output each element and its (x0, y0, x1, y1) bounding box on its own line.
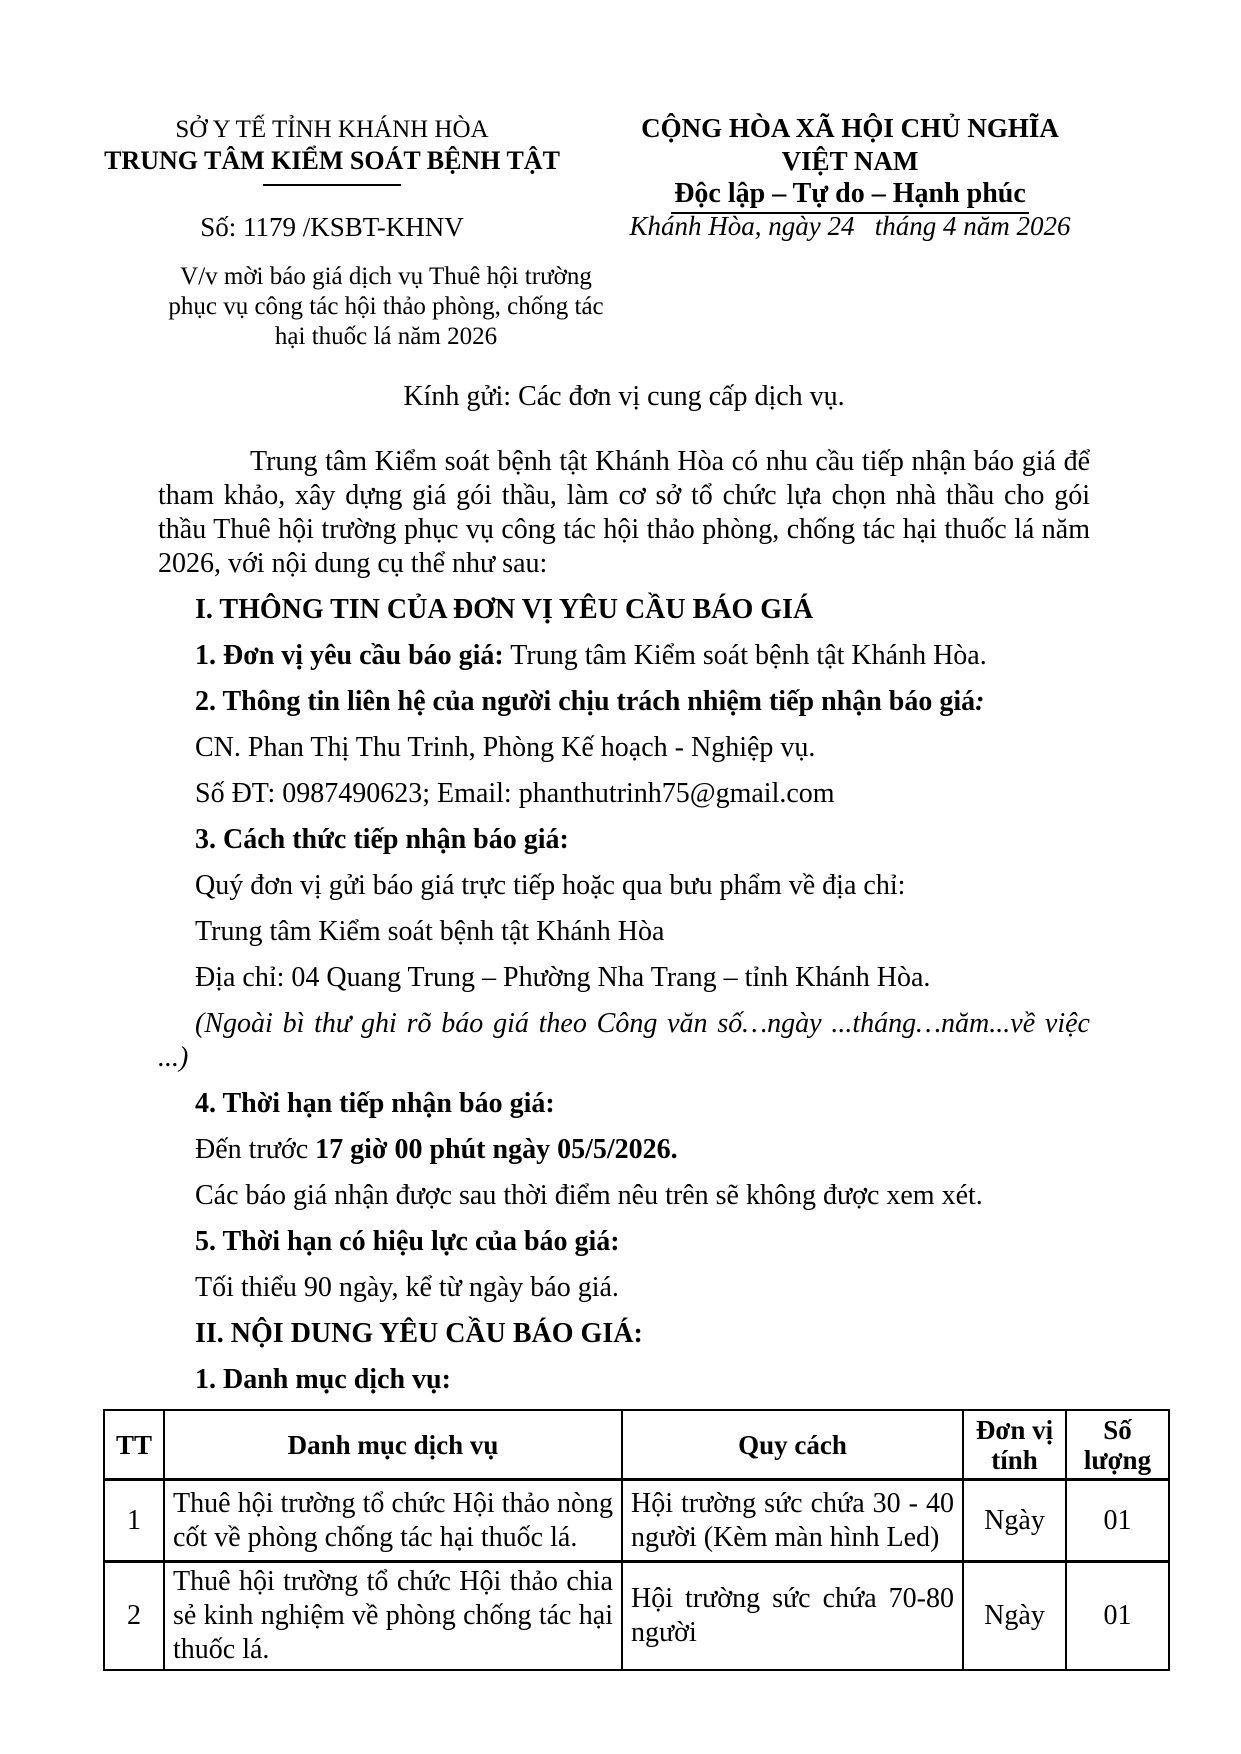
row2-unit: Ngày (963, 1562, 1066, 1671)
row1-item: Thuê hội trường tổ chức Hội thảo nòng cốt về phòng chống tác hại thuốc lá. (164, 1480, 622, 1562)
table-header-row (104, 1410, 1169, 1480)
row1-qty: 01 (1066, 1480, 1169, 1562)
row2-tt: 2 (104, 1562, 164, 1671)
envelope-note: (Ngoài bì thư ghi rõ báo giá theo Công văn số…ngày ...tháng…năm...về việc ...) (158, 1008, 1090, 1073)
table-row (104, 1480, 1169, 1562)
item1-value: Trung tâm Kiểm soát bệnh tật Khánh Hòa. (503, 640, 987, 671)
item1-line (158, 639, 1090, 673)
national-title: CỘNG HÒA XÃ HỘI CHỦ NGHĨA VIỆT NAM (641, 113, 1059, 176)
national-motto-wrap (620, 178, 1080, 214)
document-body (158, 380, 1090, 1397)
org-parent-name: SỞ Y TẾ TỈNH KHÁNH HÒA (175, 116, 489, 143)
issuing-org-block (92, 114, 572, 186)
salutation: Kính gửi: Các đơn vị cung cấp dịch vụ. (403, 381, 845, 412)
national-header-block (620, 112, 1080, 214)
delivery-method-line: Quý đơn vị gửi báo giá trực tiếp hoặc qua bưu phẩm về địa chỉ: (195, 870, 906, 901)
org-name: TRUNG TÂM KIỂM SOÁT BỆNH TẬT (104, 146, 560, 175)
deadline-prefix: Đến trước (195, 1134, 316, 1165)
service-list-subtitle: 1. Danh mục dịch vụ: (195, 1364, 451, 1395)
document-header (0, 0, 1241, 350)
row2-item: Thuê hội trường tổ chức Hội thảo chia sẻ kinh nghiệm về phòng chống tác hại thuốc lá. (164, 1562, 622, 1671)
contact-name-line: CN. Phan Thị Thu Trinh, Phòng Kế hoạch - Nghiệp vụ. (195, 732, 816, 763)
col-header-spec: Quy cách (622, 1410, 963, 1480)
col-header-item: Danh mục dịch vụ (164, 1410, 622, 1480)
col-header-qty: Số lượng (1066, 1410, 1169, 1480)
item2-label: 2. Thông tin liên hệ của người chịu trách nhiệm tiếp nhận báo giá (195, 686, 976, 717)
document-subject: V/v mời báo giá dịch vụ Thuê hội trường phục vụ công tác hội thảo phòng, chống tác hại thuốc lá năm 2026 (168, 263, 604, 350)
deadline-note: Các báo giá nhận được sau thời điểm nêu trên sẽ không được xem xét. (195, 1180, 983, 1211)
deadline-line (158, 1133, 1090, 1167)
item5-label: 5. Thời hạn có hiệu lực của báo giá: (195, 1226, 620, 1257)
delivery-org-line: Trung tâm Kiểm soát bệnh tật Khánh Hòa (195, 916, 665, 947)
validity-line: Tối thiểu 90 ngày, kể từ ngày báo giá. (195, 1272, 619, 1303)
row1-tt: 1 (104, 1480, 164, 1562)
org-underline (263, 184, 401, 186)
national-motto: Độc lập – Tự do – Hạnh phúc (671, 178, 1029, 214)
place-date-line: Khánh Hòa, ngày 24 tháng 4 năm 2026 (629, 211, 1071, 241)
section2-title: II. NỘI DUNG YÊU CẦU BÁO GIÁ: (195, 1318, 643, 1349)
item2-line (158, 685, 1090, 719)
deadline-datetime: 17 giờ 00 phút ngày 05/5/2026. (315, 1134, 678, 1165)
delivery-address-line: Địa chỉ: 04 Quang Trung – Phường Nha Trang – tỉnh Khánh Hòa. (195, 962, 931, 993)
col-header-tt: TT (104, 1410, 164, 1480)
section1-title: I. THÔNG TIN CỦA ĐƠN VỊ YÊU CẦU BÁO GIÁ (195, 594, 814, 625)
item3-label: 3. Cách thức tiếp nhận báo giá: (195, 824, 569, 855)
item2-colon: : (975, 686, 985, 717)
row1-unit: Ngày (963, 1480, 1066, 1562)
table-row (104, 1562, 1169, 1671)
row2-qty: 01 (1066, 1562, 1169, 1671)
document-number: Số: 1179 /KSBT-KHNV (200, 212, 464, 242)
contact-phone-email-line: Số ĐT: 0987490623; Email: phanthutrinh75@gmail.com (195, 778, 835, 809)
service-table (103, 1409, 1170, 1671)
item4-label: 4. Thời hạn tiếp nhận báo giá: (195, 1088, 555, 1119)
col-header-unit: Đơn vị tính (963, 1410, 1066, 1480)
item1-label: 1. Đơn vị yêu cầu báo giá: (195, 640, 504, 671)
row2-spec: Hội trường sức chứa 70-80 người (622, 1562, 963, 1671)
row1-spec: Hội trường sức chứa 30 - 40 người (Kèm màn hình Led) (622, 1480, 963, 1562)
intro-paragraph: Trung tâm Kiểm soát bệnh tật Khánh Hòa có nhu cầu tiếp nhận báo giá để tham khảo, xây dựng giá gói thầu, làm cơ sở tổ chức lựa chọn nhà thầu cho gói thầu Thuê hội trường phục vụ công tác hội thảo phòng, chống tác hại thuốc lá năm 2026, với nội dung cụ thể như sau: (158, 446, 1090, 579)
